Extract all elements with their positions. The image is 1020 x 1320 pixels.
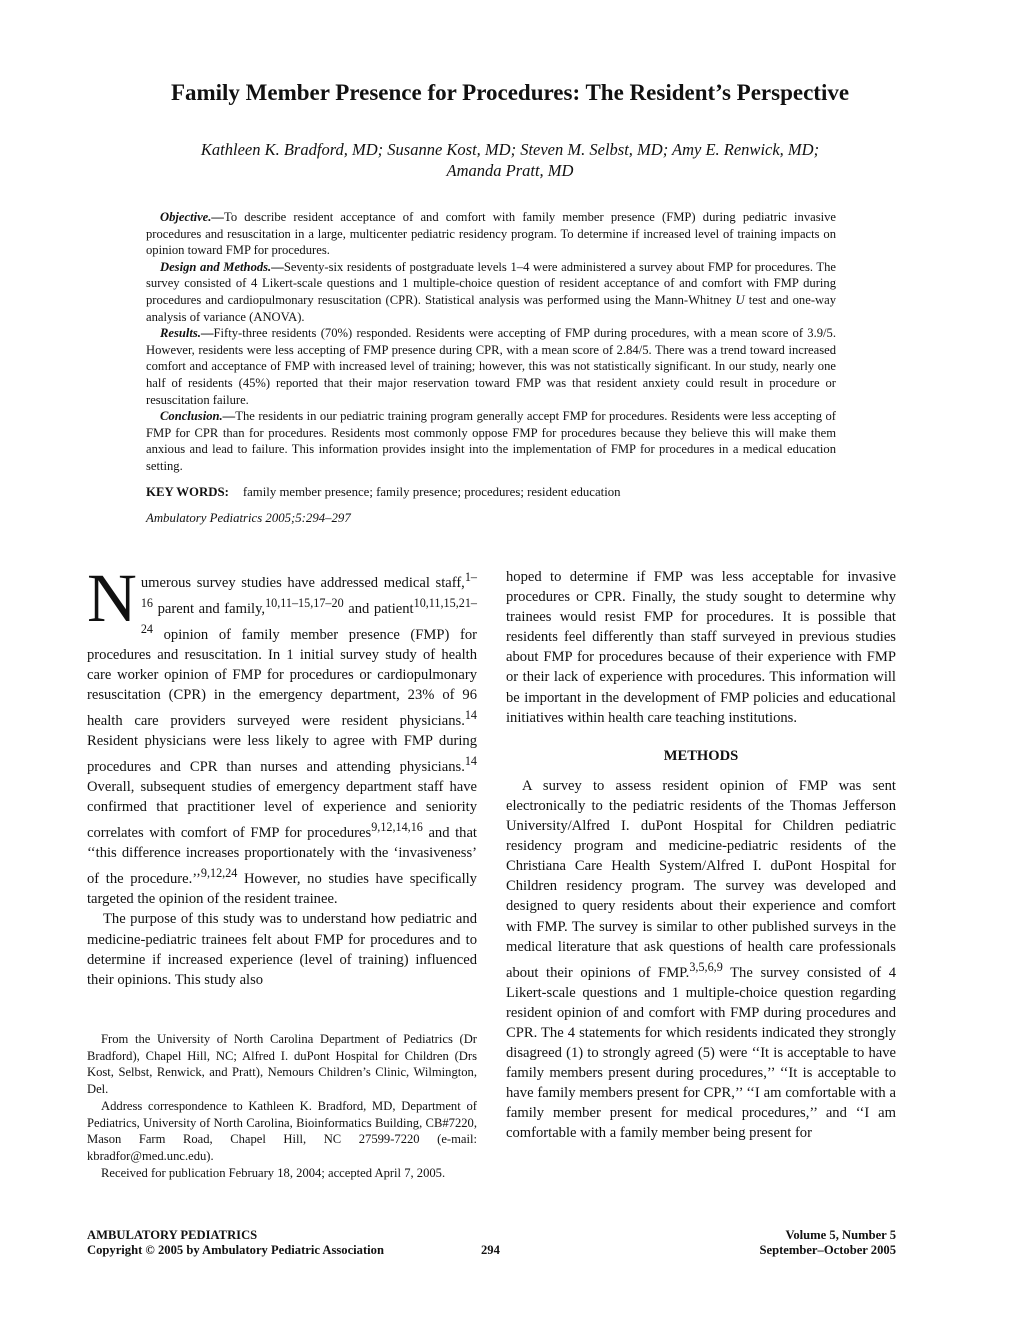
text: parent and family,	[153, 600, 266, 617]
reference: 14	[464, 754, 477, 769]
footnote-address: Address correspondence to Kathleen K. Bradford, MD, Department of Pediatrics, University of North Carolina, Bioinformatics Building, CB#7220, Mason Farm Road, Chapel Hill, NC 27599-7220 (e-mail: kbradfor@med.unc.edu).	[87, 1098, 477, 1163]
footnote-received: Received for publication February 18, 2004; accepted April 7, 2005.	[101, 1165, 446, 1180]
design-u: U	[735, 292, 745, 307]
journal-citation: Ambulatory Pediatrics 2005;5:294–297	[146, 511, 351, 525]
page-number: 294	[481, 1243, 500, 1257]
abstract-objective	[146, 209, 836, 259]
design-text: Seventy-six residents of postgraduate levels 1–4 were administered a survey about FMP for procedures. The survey consisted of 4 Likert-scale questions and 1 multiple-choice question of resident acceptance of and comfort with FMP during procedures and cardiopulmonary resuscitation (CPR). Statistical analysis was performed using the Mann-Whitney	[146, 259, 836, 307]
footer-journal: AMBULATORY PEDIATRICS	[87, 1228, 258, 1242]
footnotes	[87, 1031, 477, 1181]
footnote-affiliation: From the University of North Carolina Department of Pediatrics (Dr Bradford), Chapel Hill, NC; Alfred I. duPont Hospital for Children (Drs Kost, Selbst, Renwick, and Pratt), Nemours Children’s Clinic, Wilmington, Del.	[87, 1032, 477, 1097]
keywords-text: family member presence; family presence; procedures; resident education	[242, 485, 621, 499]
author-list	[100, 139, 920, 181]
reference: 1–16	[140, 570, 477, 610]
footer-volume: Volume 5, Number 5	[785, 1228, 896, 1242]
methods-heading: METHODS	[663, 747, 739, 764]
text: Resident physicians were less likely to agree with FMP during procedures and CPR than nurses and attending physicians.	[87, 733, 477, 776]
reference: 3,5,6,9	[689, 959, 723, 974]
reference: 10,11,15,21–24	[140, 595, 477, 636]
abstract-results	[146, 325, 836, 408]
design-label: Design and Methods.—	[160, 259, 284, 274]
intro-paragraph-3: hoped to determine if FMP was less acceptable for invasive procedures or CPR. Finally, the study sought to determine why trainees would resist FMP for procedures. It is possible that residents feel differently than staff surveyed in previous studies about FMP for procedures because of their experience with FMP or their lack of experience with procedures. This information will be important in the development of FMP policies and educational initiatives within health care teaching institutions.	[506, 569, 896, 726]
abstract-conclusion	[146, 408, 836, 474]
text: and that ‘‘this difference increases proportionately with the ‘invasiveness’ of the procedure.’’	[87, 825, 477, 888]
footer-right	[759, 1228, 896, 1258]
text: A survey to assess resident opinion of FMP was sent electronically to the pediatric residents of the Thomas Jefferson University/Alfred I. duPont Hospital for Children pediatric residency program and medicine-pediatric residents of the Christiana Care Health System/Alfred I. duPont Hospital for Children residency program. The survey was developed and designed to query residents about their experience and comfort with FMP. The survey is similar to other published surveys in the medical literature that ask questions of health care professionals about their opinions of FMP.	[506, 777, 896, 981]
keywords-label: KEY WORDS:	[146, 485, 229, 499]
intro-paragraph-1	[87, 560, 477, 909]
left-column	[87, 560, 477, 990]
objective-label: Objective.—	[160, 210, 224, 224]
keywords	[146, 485, 621, 500]
abstract	[146, 209, 836, 475]
reference: 9,12,14,16	[371, 820, 423, 835]
footer-date: September–October 2005	[759, 1243, 896, 1257]
objective-text: To describe resident acceptance of and comfort with family member presence (FMP) during pediatric invasive procedures and resuscitation in a large, multicenter pediatric residency program. To determine if increased level of training impacts on opinion toward FMP for procedures.	[146, 210, 836, 258]
design-text-end: test and one-way analysis of variance (ANOVA).	[146, 292, 836, 324]
text: umerous survey studies have addressed medical staff,	[140, 574, 465, 591]
conclusion-label: Conclusion.—	[160, 409, 236, 424]
methods-paragraph	[506, 776, 896, 1144]
footer-copyright: Copyright © 2005 by Ambulatory Pediatric Association	[87, 1243, 384, 1257]
conclusion-text: The residents in our pediatric training program generally accept FMP for procedures. Residents were less accepting of FMP for CPR than for procedures. Residents most commonly oppose FMP for procedures because they believe this will make them anxious and lead to failure. This information provides insight into the implementation of FMP for procedures in a medical education setting.	[146, 409, 836, 473]
results-label: Results.—	[160, 326, 214, 341]
intro-paragraph-2: The purpose of this study was to understand how pediatric and medicine-pediatric trainees felt about FMP for procedures and to determine if increased experience (level of training) influenced their opinions. This study also	[87, 911, 477, 988]
text: However, no studies have specifically targeted the opinion of the resident trainee.	[87, 871, 477, 908]
drop-cap: N	[87, 560, 137, 636]
text: Overall, subsequent studies of emergency department staff have confirmed that practitioner level of experience and seniority correlates with comfort of FMP for procedures	[87, 779, 477, 842]
article-title: Family Member Presence for Procedures: The Resident’s Perspective	[170, 80, 850, 105]
results-text: Fifty-three residents (70%) responded. Residents were accepting of FMP during procedures, with a mean score of 3.9/5. However, residents were less accepting of FMP presence during CPR, with a mean score of 2.84/5. There was a trend toward increased comfort and acceptance of FMP with increased level of training; however, this was not statistically significant. In our study, nearly one half of residents (45%) reported that their major reservation toward FMP was that resident anxiety could result in procedure or resuscitation failure.	[146, 326, 836, 407]
footer-left	[87, 1228, 384, 1258]
text: opinion of family member presence (FMP) for procedures and resuscitation. In 1 initial survey study of health care worker opinion of FMP for procedures or cardiopulmonary resuscitation (CPR) in the emergency department, 23% of 96 health care providers surveyed were resident physicians.	[87, 626, 477, 729]
reference: 10,11–15,17–20	[265, 595, 344, 610]
authors-line-2: Amanda Pratt, MD	[446, 161, 574, 180]
text: The survey consisted of 4 Likert-scale questions and 1 multiple-choice question regarding resident opinion of and comfort with FMP during procedures and CPR. The 4 statements for which residents indicated they strongly disagreed (1) to strongly agreed (5) were ‘‘It is acceptable to have family members present during procedures,’’ ‘‘It is acceptable to have family members present for CPR,’’ ‘‘I am comfortable with a family member present for medical procedures,’’ and ‘‘I am comfortable with a family member being present for	[506, 964, 897, 1142]
text: and patient	[343, 600, 414, 617]
right-column	[506, 567, 896, 1143]
reference: 14	[464, 708, 477, 723]
abstract-design	[146, 259, 836, 325]
reference: 9,12,24	[200, 866, 238, 881]
authors-line-1: Kathleen K. Bradford, MD; Susanne Kost, MD; Steven M. Selbst, MD; Amy E. Renwick, MD;	[200, 140, 820, 159]
